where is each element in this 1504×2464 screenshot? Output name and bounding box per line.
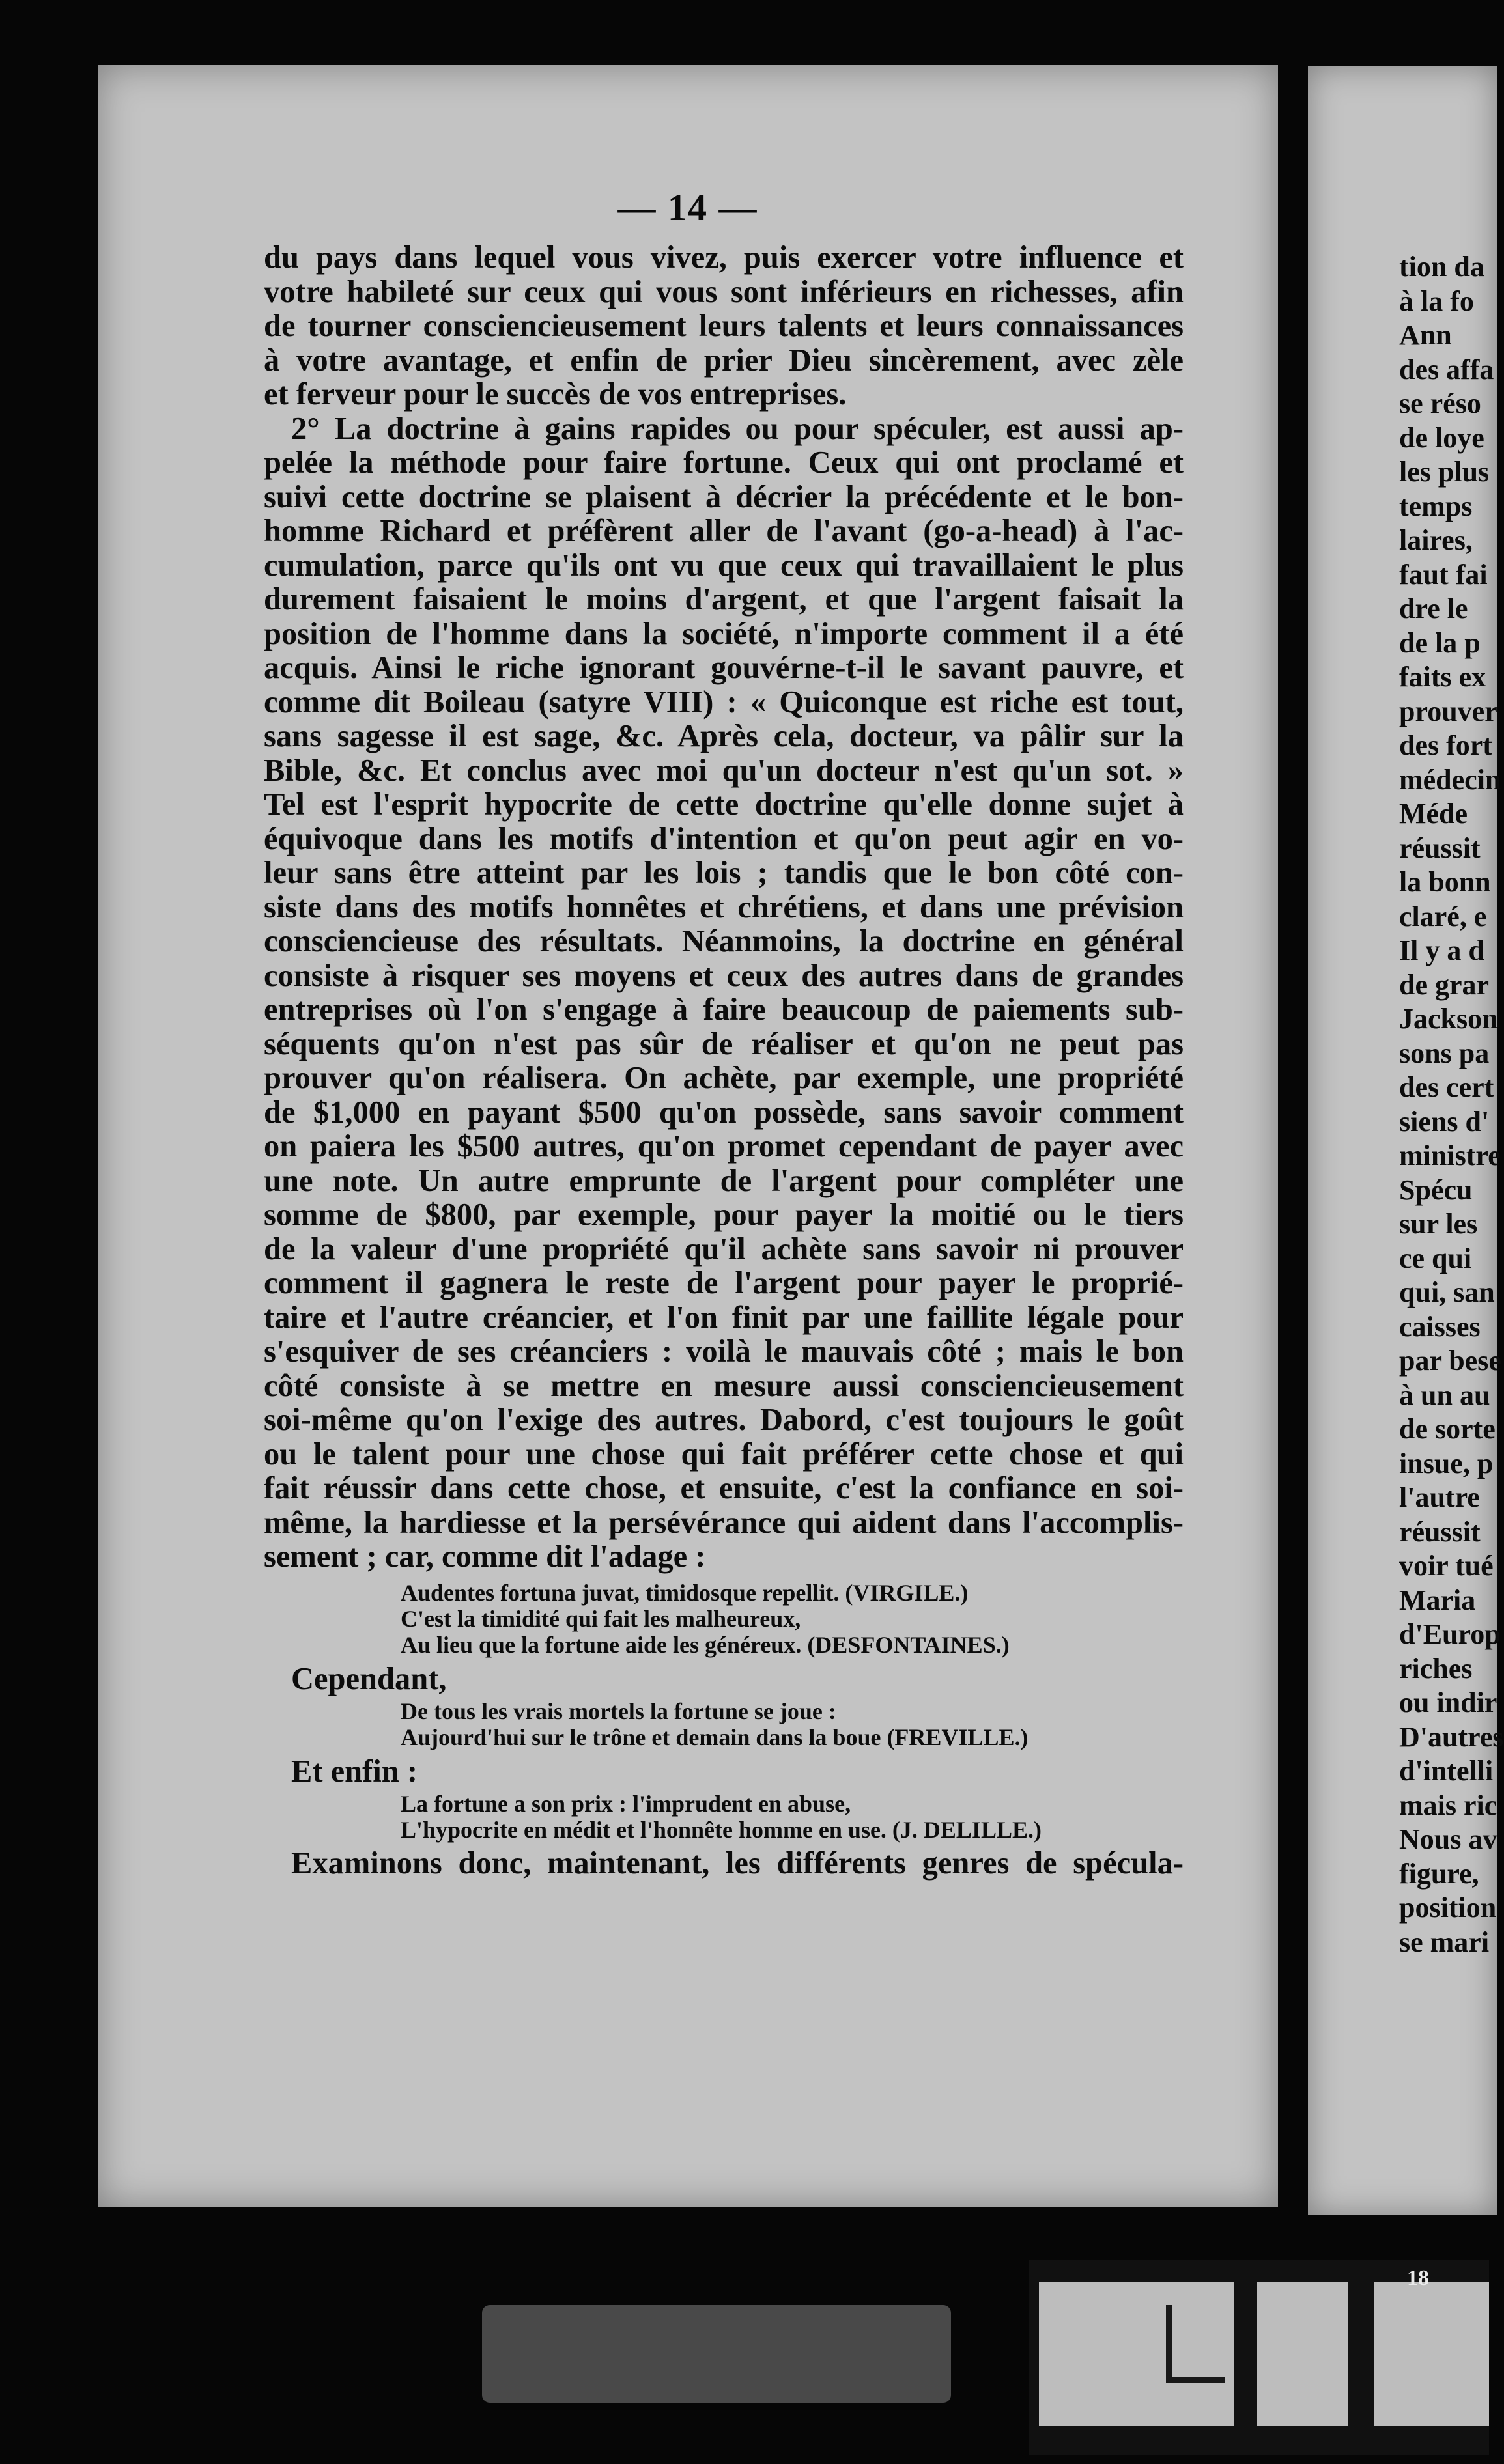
text-line: comment il gagnera le reste de l'argent pour payer le proprié- (264, 1266, 1184, 1300)
text-line: ce qui (1399, 1242, 1472, 1274)
text-line: Nous av (1399, 1823, 1497, 1855)
text-line: se réso (1399, 387, 1481, 419)
text-line: 2° La doctrine à gains rapides ou pour spéculer, est aussi ap- (291, 411, 1184, 446)
text-line: tion da (1399, 251, 1484, 283)
text-line: ou indir (1399, 1687, 1497, 1718)
text-line: faits ex (1399, 661, 1486, 693)
text-line: acquis. Ainsi le riche ignorant gouvérne-t-il le savant pauvre, et (264, 651, 1184, 685)
text-line: une note. Un autre emprunte de l'argent pour compléter une (264, 1163, 1184, 1198)
text-line: la bonn (1399, 866, 1491, 898)
text-line: Méde (1399, 798, 1468, 830)
binding-tab (1374, 2282, 1489, 2426)
body-paragraphs (264, 241, 1184, 1575)
text-line: soi-même qu'on l'exige des autres. Dabord, c'est toujours le goût (264, 1403, 1184, 1437)
text-line: des affa (1399, 353, 1494, 385)
text-line: d'Europ (1399, 1618, 1501, 1650)
text-line: siste dans des motifs honnêtes et chrétiens, et dans une prévision (264, 889, 1184, 925)
text-line: même, la hardiesse et la persévérance qui aident dans l'accomplis- (264, 1505, 1184, 1540)
quote-delille (264, 1791, 1184, 1843)
quote-line: La fortune a son prix : l'imprudent en abuse, (401, 1790, 851, 1817)
text-line: insue, p (1399, 1447, 1494, 1479)
text-line: leur sans être atteint par les lois ; tandis que le bon côté con- (264, 856, 1184, 890)
text-line: cumulation, parce qu'ils ont vu que ceux qui travaillaient le plus (264, 548, 1184, 583)
text-line: côté consiste à se mettre en mesure aussi consciencieusement (264, 1368, 1184, 1403)
text-line: consciencieuse des résultats. Néanmoins, la doctrine en général (264, 924, 1184, 959)
text-line: de sorte (1399, 1413, 1496, 1445)
quote-freville (264, 1698, 1184, 1750)
quote-line: Au lieu que la fortune aide les généreux. (DESFONTAINES.) (401, 1631, 1010, 1658)
text-line: de tourner consciencieusement leurs talents et leurs connaissances (264, 309, 1184, 343)
text-line: comme dit Boileau (satyre VIII) : « Quiconque est riche est tout, (264, 684, 1184, 720)
text-line: Ann (1399, 319, 1452, 351)
text-line: de la p (1399, 626, 1481, 659)
text-line: ou le talent pour une chose qui fait préférer cette chose et qui (264, 1436, 1184, 1472)
text-line: à la fo (1399, 285, 1474, 317)
text-line: du pays dans lequel vous vivez, puis exercer votre influence et (264, 240, 1184, 275)
text-line: qui, san (1399, 1276, 1495, 1308)
text-line: on paiera les $500 autres, qu'on promet cependant de payer avec (264, 1129, 1184, 1164)
quote-line: Audentes fortuna juvat, timidosque repellit. (VIRGILE.) (401, 1579, 969, 1606)
text-line: prouver qu'on réalisera. On achète, par exemple, une propriété (264, 1061, 1184, 1095)
quote-line: Aujourd'hui sur le trône et demain dans la boue (FREVILLE.) (401, 1724, 1029, 1750)
text-line: séquents qu'on n'est pas sûr de réaliser et qu'on ne peut pas (264, 1026, 1184, 1061)
text-line: homme Richard et préfèrent aller de l'avant (go-a-head) à l'ac- (264, 514, 1184, 548)
text-line: équivoque dans les motifs d'intention et qu'on peut agir en vo- (264, 821, 1184, 856)
text-line: réussit (1399, 1515, 1481, 1548)
scanned-page (98, 65, 1278, 2207)
text-line: de loye (1399, 421, 1484, 454)
binding-tab (1039, 2282, 1234, 2426)
text-line: des fort (1399, 729, 1492, 761)
text-line: mais ric (1399, 1789, 1497, 1821)
scan-mark (1166, 2377, 1225, 2383)
text-line: sur les (1399, 1208, 1478, 1240)
text-line: faut fai (1399, 558, 1488, 591)
text-line: consiste à risquer ses moyens et ceux des autres dans de grandes (264, 958, 1184, 993)
text-line: Tel est l'esprit hypocrite de cette doctrine qu'elle donne sujet à (264, 787, 1184, 822)
text-line: figure, (1399, 1857, 1479, 1890)
text-line: claré, e (1399, 900, 1487, 932)
text-line: durement faisaient le moins d'argent, et que l'argent faisait la (264, 582, 1184, 617)
text-line: suivi cette doctrine se plaisent à décrier la précédente et le bon- (264, 479, 1184, 514)
scan-mark (1166, 2305, 1172, 2383)
final-line: Examinons donc, maintenant, les différents genres de spécula- (291, 1845, 1184, 1881)
text-line: sement ; car, comme dit l'adage : (264, 1539, 706, 1574)
text-line: l'autre (1399, 1481, 1480, 1513)
text-line: caisses (1399, 1310, 1481, 1343)
label-cependant: Cependant, (291, 1661, 447, 1696)
scan-shadow (482, 2305, 951, 2403)
text-line: sons pa (1399, 1037, 1490, 1069)
text-line: temps (1399, 490, 1473, 522)
quote-virgile (264, 1580, 1184, 1658)
text-line: prouver (1399, 695, 1497, 727)
text-line: d'intelli (1399, 1755, 1494, 1787)
text-line: Maria (1399, 1584, 1476, 1616)
binding-tab (1257, 2282, 1348, 2426)
text-line: médecin (1399, 763, 1501, 796)
text-line: des cert (1399, 1071, 1494, 1103)
text-line: de la valeur d'une propriété qu'il achète sans savoir ni prouver (264, 1231, 1184, 1267)
text-line: taire et l'autre créancier, et l'on finit par une faillite légale pour (264, 1300, 1184, 1335)
page-body (264, 241, 1184, 1881)
page-number: — 14 — (617, 186, 758, 229)
text-line: par bese (1399, 1345, 1501, 1377)
text-line: pelée la méthode pour faire fortune. Ceux qui ont proclamé et (264, 445, 1184, 480)
text-line: sans sagesse il est sage, &c. Après cela, docteur, va pâlir sur la (264, 719, 1184, 753)
text-line: à un au (1399, 1379, 1490, 1411)
text-line: à votre avantage, et enfin de prier Dieu sincèrement, avec zèle (264, 343, 1184, 378)
adjacent-page-text (1399, 250, 1504, 1959)
text-line: position de l'homme dans la société, n'importe comment il a été (264, 616, 1184, 651)
text-line: se mari (1399, 1925, 1490, 1958)
text-line: Spécu (1399, 1173, 1473, 1206)
text-line: Jackson (1399, 1003, 1498, 1035)
text-line: riches (1399, 1652, 1473, 1685)
text-line: laires, (1399, 524, 1473, 556)
label-et-enfin: Et enfin : (291, 1754, 418, 1789)
text-line: position (1399, 1892, 1497, 1924)
text-line: fait réussir dans cette chose, et ensuite, c'est la confiance en soi- (264, 1471, 1184, 1505)
text-line: ministre (1399, 1140, 1501, 1171)
text-line: entreprises où l'on s'engage à faire beaucoup de paiements sub- (264, 992, 1184, 1027)
text-line: Bible, &c. Et conclus avec moi qu'un docteur n'est qu'un sot. » (264, 753, 1184, 788)
quote-line: De tous les vrais mortels la fortune se joue : (401, 1698, 836, 1724)
text-line: et ferveur pour le succès de vos entreprises. (264, 377, 847, 412)
text-line: somme de $800, par exemple, pour payer la moitié ou le tiers (264, 1197, 1184, 1232)
text-line: dre le (1399, 593, 1468, 624)
text-line: Il y a d (1399, 934, 1484, 966)
corner-mark: 18 (1407, 2266, 1429, 2290)
text-line: réussit (1399, 832, 1481, 864)
text-line: les plus (1399, 456, 1490, 488)
text-line: votre habileté sur ceux qui vous sont inférieurs en richesses, afin (264, 274, 1184, 309)
quote-line: C'est la timidité qui fait les malheureux, (401, 1605, 801, 1632)
text-line: de grar (1399, 968, 1490, 1001)
text-line: de $1,000 en payant $500 qu'on possède, sans savoir comment (264, 1095, 1184, 1130)
text-line: siens d' (1399, 1105, 1490, 1138)
adjacent-page-fragment (1308, 66, 1504, 2215)
quote-line: L'hypocrite en médit et l'honnête homme en use. (J. DELILLE.) (401, 1816, 1042, 1843)
text-line: D'autres (1399, 1720, 1504, 1753)
text-line: s'esquiver de ses créanciers : voilà le mauvais côté ; mais le bon (264, 1334, 1184, 1369)
text-line: voir tué (1399, 1550, 1494, 1582)
